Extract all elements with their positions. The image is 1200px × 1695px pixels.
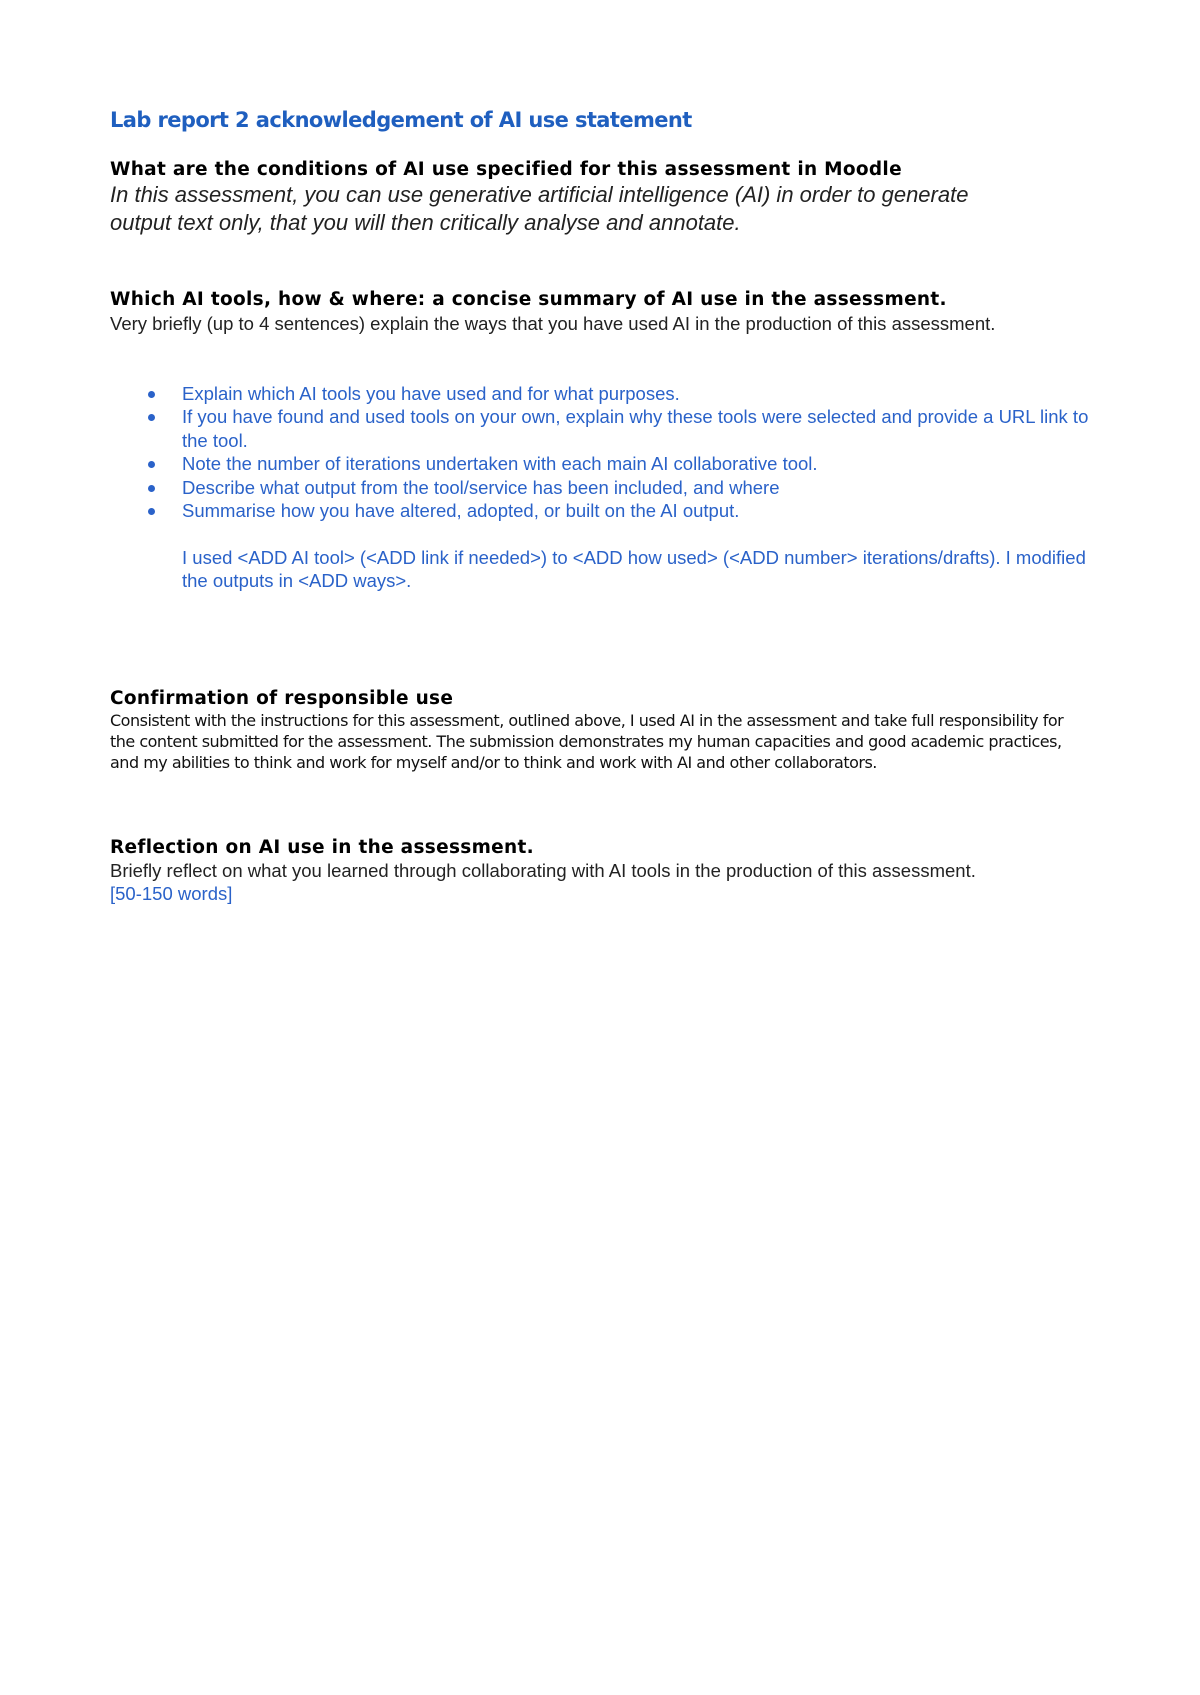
bullet-icon [148,485,155,492]
document-page [110,108,1110,905]
list-item: If you have found and used tools on your own, explain why these tools were selected and provide a URL link to the tool. [182,405,1112,452]
list-item: Explain which AI tools you have used and for what purposes. [182,382,1112,406]
responsible-use-body: Consistent with the instructions for this assessment, outlined above, I used AI in the assessment and take full responsibility for the content submitted for the assessment. The submission demonstrates my human capacities and good academic practices, and my abilities to think and work for myself and/or to think and work with AI and other collaborators. [110,710,1064,772]
bullet-icon [148,508,155,515]
list-item: Describe what output from the tool/service has been included, and where [182,476,1112,500]
section-reflection [110,837,1110,905]
list-item: Summarise how you have altered, adopted, or built on the AI output. [182,499,1112,523]
conditions-heading: What are the conditions of AI use specified for this assessment in Moodle [110,159,902,181]
bullet-icon [148,414,155,421]
tools-summary-body: Very briefly (up to 4 sentences) explain the ways that you have used AI in the production of this assessment. [110,312,996,334]
reflection-body: Briefly reflect on what you learned through collaborating with AI tools in the production of this assessment. [110,859,976,881]
reflection-heading: Reflection on AI use in the assessment. [110,836,534,858]
guidance-list [110,382,1112,523]
section-tools-summary [110,289,1110,592]
statement-template: I used <ADD AI tool> (<ADD link if needed>) to <ADD how used> (<ADD number> iterations/drafts). I modified the outputs in <ADD ways>. [182,546,1086,592]
section-conditions [110,159,1110,237]
list-item: Note the number of iterations undertaken with each main AI collaborative tool. [182,452,1112,476]
document-title: Lab report 2 acknowledgement of AI use statement [110,108,692,132]
bullet-icon [148,391,155,398]
bullet-icon [148,461,155,468]
responsible-use-heading: Confirmation of responsible use [110,687,454,709]
tools-summary-heading: Which AI tools, how & where: a concise summary of AI use in the assessment. [110,289,947,311]
word-limit: [50-150 words] [110,882,233,904]
conditions-body: In this assessment, you can use generative artificial intelligence (AI) in order to generate output text only, that you will then critically analyse and annotate. [110,182,969,236]
section-responsible-use [110,688,1110,773]
